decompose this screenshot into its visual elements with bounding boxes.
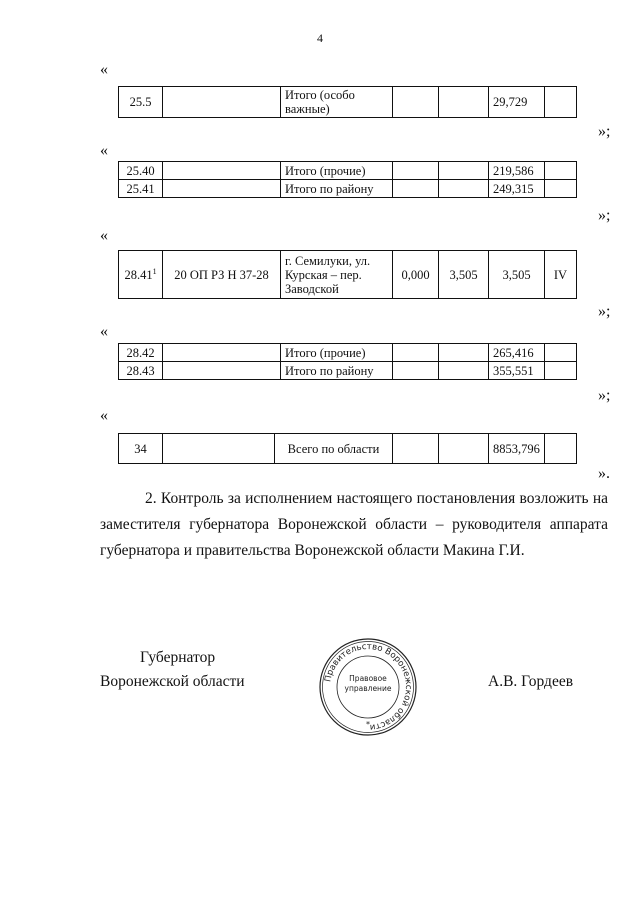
table-row bbox=[119, 344, 577, 362]
road-name: г. Семилуки, ул. Курская – пер. Заводской bbox=[281, 251, 393, 299]
close-quote: »; bbox=[598, 207, 611, 224]
start-km bbox=[393, 344, 439, 362]
end-km bbox=[439, 362, 489, 380]
signatory-name: А.В. Гордеев bbox=[488, 673, 574, 690]
length-km: 3,505 bbox=[489, 251, 545, 299]
row-number-superscript: 1 bbox=[152, 266, 157, 276]
row-number: 25.5 bbox=[119, 87, 163, 118]
table-row bbox=[119, 362, 577, 380]
category bbox=[545, 362, 577, 380]
category bbox=[545, 180, 577, 198]
category bbox=[545, 162, 577, 180]
table-fragment-2 bbox=[118, 161, 577, 198]
close-quote: »; bbox=[598, 303, 611, 320]
length-km: 265,416 bbox=[489, 344, 545, 362]
close-quote: »; bbox=[598, 387, 611, 404]
length-km: 8853,796 bbox=[489, 434, 545, 464]
length-km: 29,729 bbox=[489, 87, 545, 118]
road-name: Итого (особо важные) bbox=[281, 87, 393, 118]
end-km bbox=[439, 344, 489, 362]
table-fragment-3 bbox=[118, 250, 577, 299]
category: IV bbox=[545, 251, 577, 299]
road-id bbox=[163, 434, 275, 464]
end-km: 3,505 bbox=[439, 251, 489, 299]
table-row bbox=[119, 87, 577, 118]
start-km bbox=[393, 87, 439, 118]
end-km bbox=[439, 434, 489, 464]
category bbox=[545, 344, 577, 362]
row-number: 28.43 bbox=[119, 362, 163, 380]
seal-star-icon: * bbox=[366, 720, 370, 729]
table-fragment-1 bbox=[118, 86, 577, 118]
road-name: Итого (прочие) bbox=[281, 344, 393, 362]
signatory-title-line1: Губернатор bbox=[140, 649, 216, 666]
close-quote: »; bbox=[598, 123, 611, 140]
road-name: Итого (прочие) bbox=[281, 162, 393, 180]
row-number: 28.42 bbox=[119, 344, 163, 362]
road-name: Всего по области bbox=[275, 434, 393, 464]
road-id bbox=[163, 87, 281, 118]
row-number-text: 28.41 bbox=[124, 267, 153, 282]
end-km bbox=[439, 162, 489, 180]
table-fragment-5 bbox=[118, 433, 577, 464]
table-row bbox=[119, 251, 577, 299]
open-quote: « bbox=[100, 323, 108, 340]
seal-center-line1: Правовое bbox=[349, 674, 387, 683]
open-quote: « bbox=[100, 407, 108, 424]
row-number: 34 bbox=[119, 434, 163, 464]
road-id bbox=[163, 362, 281, 380]
road-id bbox=[163, 344, 281, 362]
table-row bbox=[119, 434, 577, 464]
road-name: Итого по району bbox=[281, 180, 393, 198]
length-km: 249,315 bbox=[489, 180, 545, 198]
category bbox=[545, 434, 577, 464]
row-number bbox=[119, 251, 163, 299]
road-name: Итого по району bbox=[281, 362, 393, 380]
seal-stamp bbox=[318, 637, 418, 737]
start-km bbox=[393, 162, 439, 180]
signatory-title-line2: Воронежской области bbox=[100, 673, 245, 690]
open-quote: « bbox=[100, 61, 108, 78]
control-clause: 2. Контроль за исполнением настоящего постановления возложить на заместителя губернатора Воронежской области – руководителя аппарата губернатора и правительства Воронежской области Макина Г.И. bbox=[100, 490, 608, 559]
start-km bbox=[393, 362, 439, 380]
end-km bbox=[439, 87, 489, 118]
length-km: 219,586 bbox=[489, 162, 545, 180]
body-paragraph bbox=[100, 486, 608, 564]
seal-center-line2: управление bbox=[344, 684, 392, 693]
start-km bbox=[393, 180, 439, 198]
category bbox=[545, 87, 577, 118]
road-id bbox=[163, 180, 281, 198]
close-quote: ». bbox=[598, 465, 610, 482]
table-row bbox=[119, 180, 577, 198]
page-number: 4 bbox=[317, 31, 323, 45]
row-number: 25.40 bbox=[119, 162, 163, 180]
start-km bbox=[393, 434, 439, 464]
seal-ring-text: Правительство Воронежской области bbox=[323, 641, 414, 733]
length-km: 355,551 bbox=[489, 362, 545, 380]
open-quote: « bbox=[100, 142, 108, 159]
row-number: 25.41 bbox=[119, 180, 163, 198]
table-fragment-4 bbox=[118, 343, 577, 380]
road-id bbox=[163, 162, 281, 180]
start-km: 0,000 bbox=[393, 251, 439, 299]
end-km bbox=[439, 180, 489, 198]
table-row bbox=[119, 162, 577, 180]
road-id: 20 ОП РЗ Н 37-28 bbox=[163, 251, 281, 299]
open-quote: « bbox=[100, 227, 108, 244]
